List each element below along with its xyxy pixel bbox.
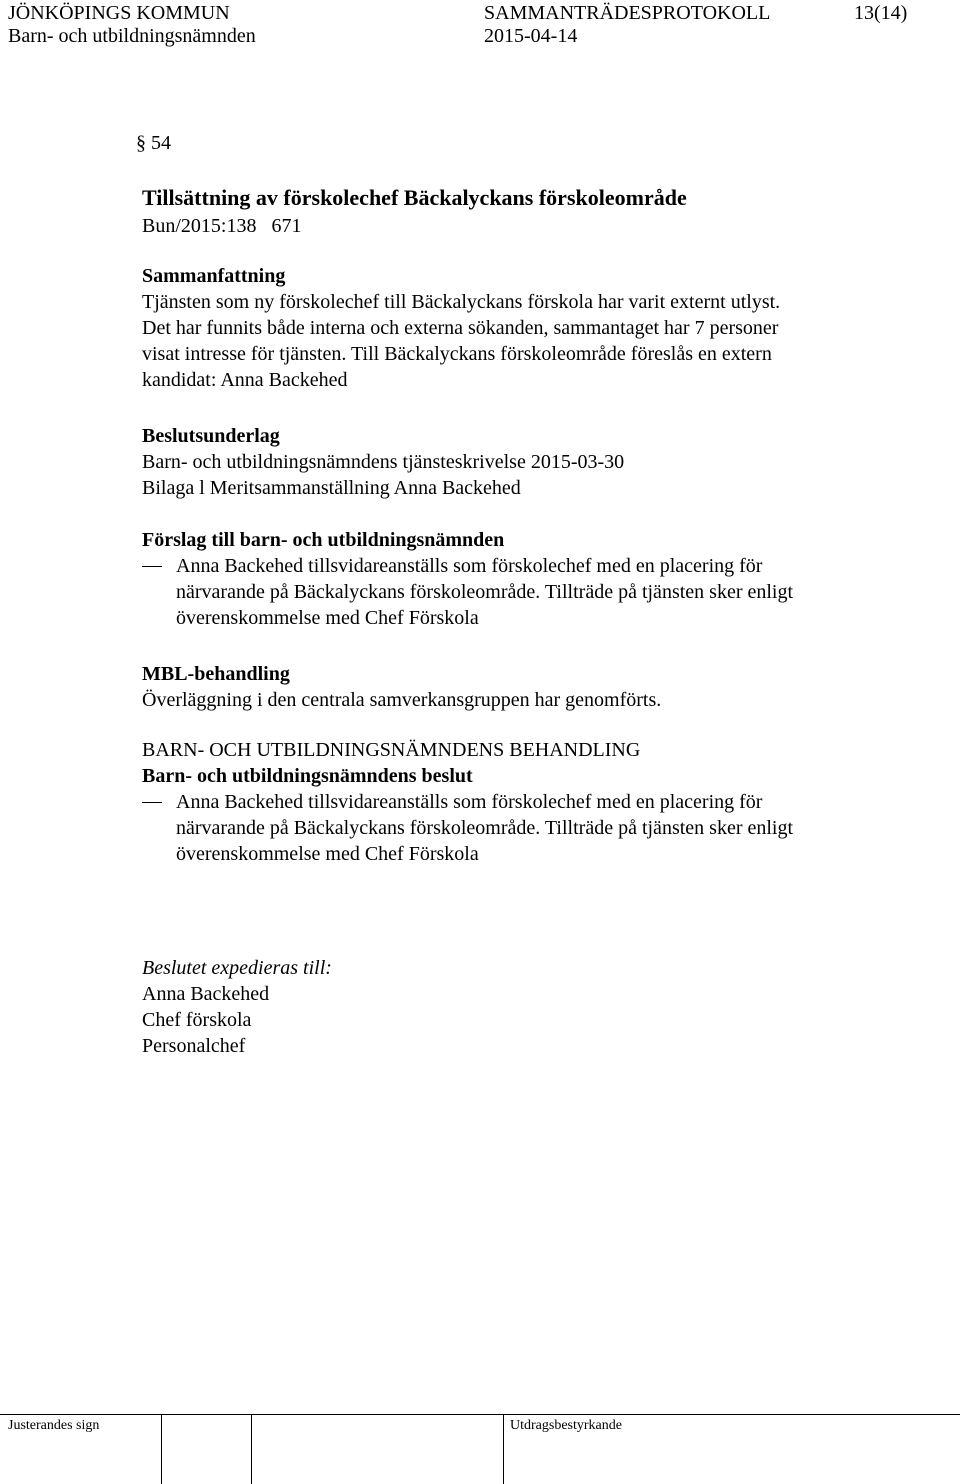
signature-box-divider xyxy=(161,1414,162,1484)
document-type: SAMMANTRÄDESPROTOKOLL xyxy=(484,2,771,24)
proposal-line: överenskommelse med Chef Förskola xyxy=(176,607,479,629)
footer-divider xyxy=(0,1414,960,1415)
section-title: Tillsättning av förskolechef Bäckalyckans förskoleområde xyxy=(142,185,687,210)
dash-bullet-icon xyxy=(142,566,162,567)
distribution-recipient: Anna Backehed xyxy=(142,983,270,1005)
distribution-recipient: Personalchef xyxy=(142,1035,246,1057)
mbl-heading: MBL-behandling xyxy=(142,663,290,685)
decision-basis-section xyxy=(142,423,902,501)
summary-section xyxy=(142,263,902,393)
committee-handling-heading: BARN- OCH UTBILDNINGSNÄMNDENS BEHANDLING xyxy=(142,739,641,761)
dash-bullet-icon xyxy=(142,802,162,803)
decision-heading: Barn- och utbildningsnämndens beslut xyxy=(142,765,473,787)
signature-box-divider xyxy=(503,1414,504,1484)
decision-basis-line: Barn- och utbildningsnämndens tjänsteskrivelse 2015-03-30 xyxy=(142,451,625,473)
summary-line: Tjänsten som ny förskolechef till Bäckalyckans förskola har varit externt utlyst. xyxy=(142,291,781,313)
signature-label: Justerandes sign xyxy=(8,1418,100,1433)
decision-section xyxy=(142,763,902,867)
decision-line: överenskommelse med Chef Förskola xyxy=(176,843,479,865)
summary-line: kandidat: Anna Backehed xyxy=(142,369,348,391)
page-number: 13(14) xyxy=(854,2,908,24)
decision-line: Anna Backehed tillsvidareanställs som förskolechef med en placering för xyxy=(176,791,763,813)
decision-basis-heading: Beslutsunderlag xyxy=(142,425,280,447)
proposal-line: närvarande på Bäckalyckans förskoleområde. Tillträde på tjänsten sker enligt xyxy=(176,581,794,603)
proposal-heading: Förslag till barn- och utbildningsnämnden xyxy=(142,529,505,551)
meeting-date: 2015-04-14 xyxy=(484,25,578,47)
committee-name: Barn- och utbildningsnämnden xyxy=(8,25,256,47)
proposal-line: Anna Backehed tillsvidareanställs som förskolechef med en placering för xyxy=(176,555,763,577)
signature-box-divider xyxy=(251,1414,252,1484)
decision-item xyxy=(142,789,902,867)
distribution-section xyxy=(142,955,902,1059)
certification-label: Utdragsbestyrkande xyxy=(510,1418,622,1433)
summary-line: visat intresse för tjänsten. Till Bäckalyckans förskoleområde föreslås en extern xyxy=(142,343,772,365)
summary-line: Det har funnits både interna och externa sökanden, sammantaget har 7 personer xyxy=(142,317,779,339)
section-number: § 54 xyxy=(136,132,171,154)
org-name: JÖNKÖPINGS KOMMUN xyxy=(8,2,230,24)
mbl-section xyxy=(142,661,902,713)
case-reference: Bun/2015:138 671 xyxy=(142,215,302,237)
proposal-section xyxy=(142,527,902,631)
distribution-heading: Beslutet expedieras till: xyxy=(142,957,332,979)
mbl-text: Överläggning i den centrala samverkansgruppen har genomförts. xyxy=(142,689,662,711)
decision-basis-line: Bilaga l Meritsammanställning Anna Backehed xyxy=(142,477,521,499)
proposal-item xyxy=(142,553,902,631)
decision-line: närvarande på Bäckalyckans förskoleområde. Tillträde på tjänsten sker enligt xyxy=(176,817,794,839)
summary-heading: Sammanfattning xyxy=(142,265,286,287)
distribution-recipient: Chef förskola xyxy=(142,1009,252,1031)
